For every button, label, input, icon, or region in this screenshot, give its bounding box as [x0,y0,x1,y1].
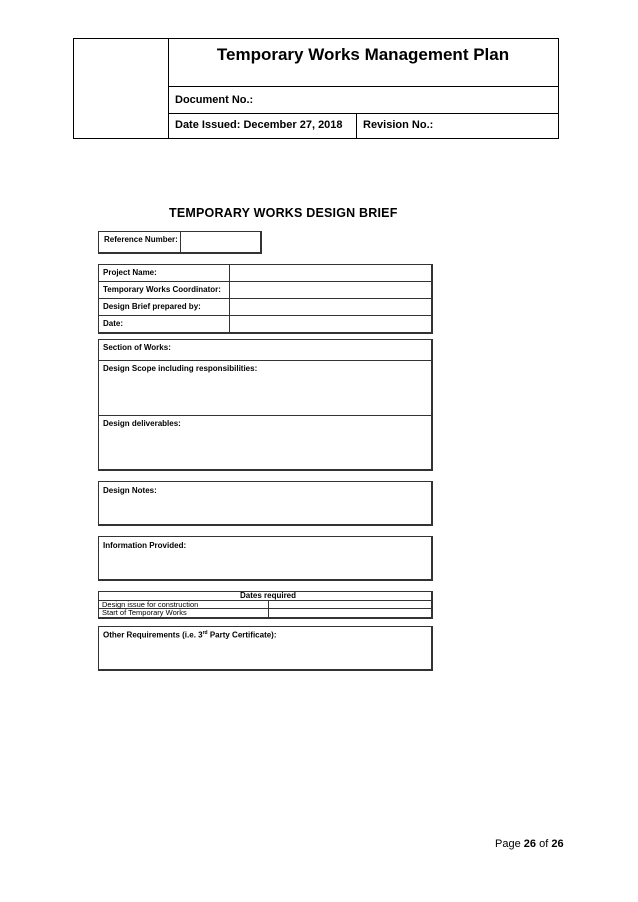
reference-number-label: Reference Number: [104,235,178,244]
other-requirements-text: Other Requirements (i.e. 3 [103,630,203,640]
document-title: Temporary Works Management Plan [168,38,559,87]
design-scope-box [98,339,433,471]
design-deliverables-label: Design deliverables: [103,419,181,428]
design-notes-label: Design Notes: [103,486,157,495]
divider [180,231,181,253]
revision-number-label: Revision No.: [356,113,559,139]
other-requirements-text-end: Party Certificate): [207,630,277,640]
logo-cell [73,38,169,139]
of-label: of [539,838,549,850]
divider [98,415,431,416]
information-provided-label: Information Provided: [103,541,187,550]
divider [268,600,269,617]
date-issued-label: Date Issued: December 27, 2018 [168,113,357,139]
page-footer [495,838,564,850]
superscript-rd: rd [202,630,208,636]
divider [98,298,431,299]
page-number: 26 [523,838,537,850]
coordinator-label: Temporary Works Coordinator: [103,285,221,294]
form-title: TEMPORARY WORKS DESIGN BRIEF [169,206,398,220]
start-temporary-works-label: Start of Temporary Works [102,608,187,617]
dates-required-heading: Dates required [240,591,297,600]
date-label: Date: [103,319,124,328]
divider [98,360,431,361]
document-number-label: Document No.: [168,86,559,114]
design-scope-label: Design Scope including responsibilities: [103,364,258,373]
other-requirements-label [103,630,277,640]
divider [98,281,431,282]
divider [98,315,431,316]
prepared-by-label: Design Brief prepared by: [103,302,201,311]
page-label: Page [495,838,521,850]
design-issue-label: Design issue for construction [102,600,199,609]
page-total: 26 [551,838,564,850]
project-name-label: Project Name: [103,268,157,277]
section-of-works-label: Section of Works: [103,343,171,352]
